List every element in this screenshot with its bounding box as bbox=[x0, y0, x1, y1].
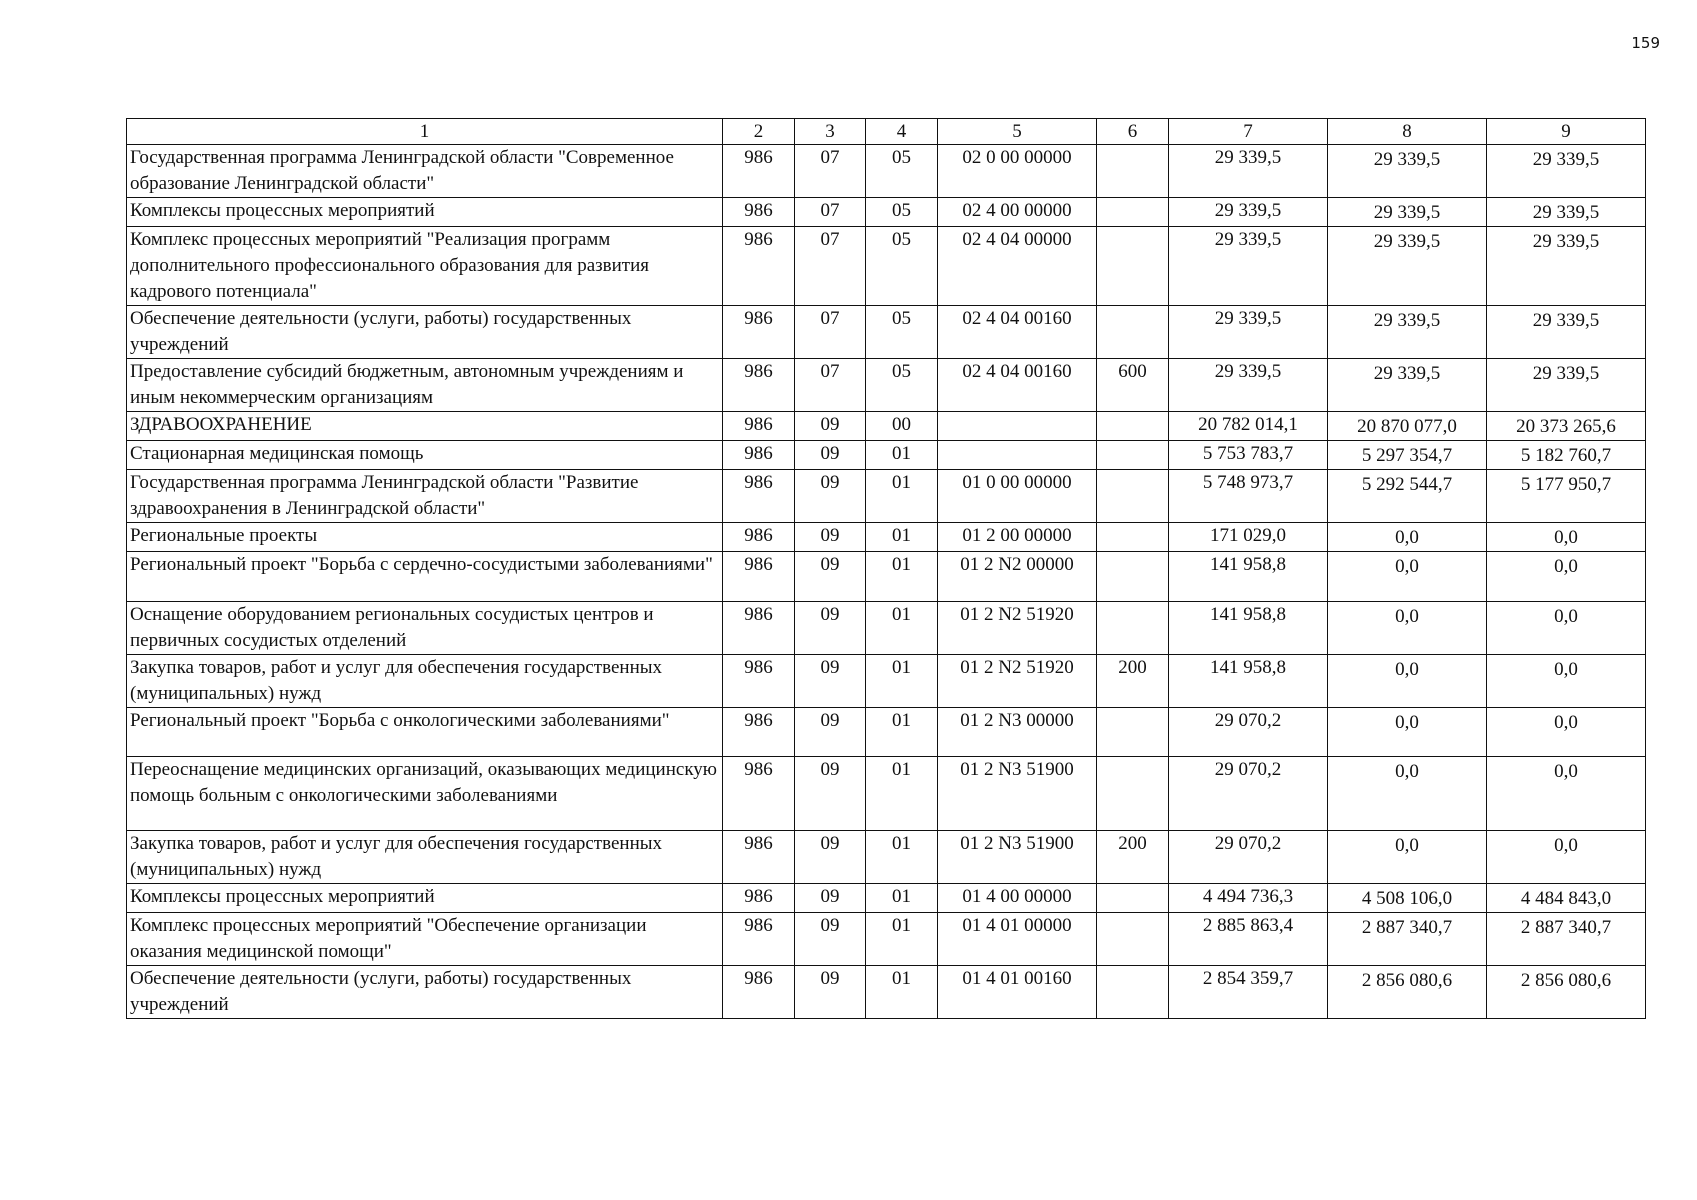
cell-col-5: 02 4 04 00160 bbox=[938, 359, 1097, 412]
cell-col-9: 29 339,5 bbox=[1487, 227, 1646, 306]
cell-col-8: 29 339,5 bbox=[1328, 306, 1487, 359]
cell-col-7: 5 748 973,7 bbox=[1169, 470, 1328, 523]
table-row bbox=[127, 470, 1646, 523]
table-row bbox=[127, 306, 1646, 359]
cell-col-5: 01 2 N2 51920 bbox=[938, 654, 1097, 707]
cell-col-6 bbox=[1097, 227, 1169, 306]
item-name: Закупка товаров, работ и услуг для обеспечения государственных (муниципальных) нужд bbox=[127, 830, 723, 883]
cell-col-9: 0,0 bbox=[1487, 707, 1646, 756]
cell-col-5: 02 4 04 00160 bbox=[938, 306, 1097, 359]
cell-col-7: 20 782 014,1 bbox=[1169, 412, 1328, 441]
table-row bbox=[127, 601, 1646, 654]
cell-col-4: 05 bbox=[866, 145, 938, 198]
cell-col-9: 0,0 bbox=[1487, 552, 1646, 602]
cell-col-7: 2 854 359,7 bbox=[1169, 965, 1328, 1018]
cell-col-2: 986 bbox=[723, 470, 795, 523]
cell-col-8: 29 339,5 bbox=[1328, 227, 1487, 306]
cell-col-5 bbox=[938, 412, 1097, 441]
cell-col-9: 0,0 bbox=[1487, 601, 1646, 654]
cell-col-8: 0,0 bbox=[1328, 707, 1487, 756]
cell-col-9: 29 339,5 bbox=[1487, 145, 1646, 198]
cell-col-2: 986 bbox=[723, 412, 795, 441]
cell-col-7: 29 339,5 bbox=[1169, 306, 1328, 359]
table-row bbox=[127, 707, 1646, 756]
cell-col-7: 4 494 736,3 bbox=[1169, 883, 1328, 912]
table-row bbox=[127, 145, 1646, 198]
item-name: Региональные проекты bbox=[127, 523, 723, 552]
cell-col-8: 29 339,5 bbox=[1328, 359, 1487, 412]
table-row bbox=[127, 227, 1646, 306]
cell-col-3: 09 bbox=[795, 756, 866, 830]
cell-col-6 bbox=[1097, 912, 1169, 965]
cell-col-9: 29 339,5 bbox=[1487, 306, 1646, 359]
cell-col-2: 986 bbox=[723, 359, 795, 412]
cell-col-7: 141 958,8 bbox=[1169, 552, 1328, 602]
cell-col-5: 01 2 N2 51920 bbox=[938, 601, 1097, 654]
header-col-5: 5 bbox=[938, 119, 1097, 145]
cell-col-4: 01 bbox=[866, 883, 938, 912]
cell-col-6: 600 bbox=[1097, 359, 1169, 412]
item-name: Комплексы процессных мероприятий bbox=[127, 198, 723, 227]
cell-col-6 bbox=[1097, 707, 1169, 756]
cell-col-5: 01 2 N3 00000 bbox=[938, 707, 1097, 756]
table-row bbox=[127, 441, 1646, 470]
cell-col-9: 20 373 265,6 bbox=[1487, 412, 1646, 441]
header-col-3: 3 bbox=[795, 119, 866, 145]
item-name: Стационарная медицинская помощь bbox=[127, 441, 723, 470]
cell-col-7: 29 339,5 bbox=[1169, 145, 1328, 198]
budget-table bbox=[126, 118, 1646, 1019]
cell-col-4: 01 bbox=[866, 830, 938, 883]
cell-col-9: 0,0 bbox=[1487, 756, 1646, 830]
table-row bbox=[127, 198, 1646, 227]
cell-col-5: 01 2 N3 51900 bbox=[938, 830, 1097, 883]
item-name: Комплексы процессных мероприятий bbox=[127, 883, 723, 912]
cell-col-4: 05 bbox=[866, 198, 938, 227]
cell-col-2: 986 bbox=[723, 145, 795, 198]
cell-col-8: 29 339,5 bbox=[1328, 145, 1487, 198]
cell-col-8: 2 887 340,7 bbox=[1328, 912, 1487, 965]
cell-col-8: 0,0 bbox=[1328, 654, 1487, 707]
item-name: Оснащение оборудованием региональных сосудистых центров и первичных сосудистых отделений bbox=[127, 601, 723, 654]
cell-col-3: 09 bbox=[795, 707, 866, 756]
item-name: Обеспечение деятельности (услуги, работы) государственных учреждений bbox=[127, 306, 723, 359]
cell-col-5: 01 4 00 00000 bbox=[938, 883, 1097, 912]
cell-col-5: 01 2 N3 51900 bbox=[938, 756, 1097, 830]
header-col-1: 1 bbox=[127, 119, 723, 145]
cell-col-2: 986 bbox=[723, 198, 795, 227]
cell-col-8: 4 508 106,0 bbox=[1328, 883, 1487, 912]
cell-col-4: 01 bbox=[866, 601, 938, 654]
cell-col-5: 01 4 01 00000 bbox=[938, 912, 1097, 965]
cell-col-6 bbox=[1097, 470, 1169, 523]
cell-col-3: 07 bbox=[795, 306, 866, 359]
cell-col-9: 29 339,5 bbox=[1487, 198, 1646, 227]
cell-col-3: 09 bbox=[795, 830, 866, 883]
cell-col-6 bbox=[1097, 883, 1169, 912]
header-col-9: 9 bbox=[1487, 119, 1646, 145]
cell-col-3: 09 bbox=[795, 441, 866, 470]
cell-col-7: 29 339,5 bbox=[1169, 359, 1328, 412]
cell-col-3: 09 bbox=[795, 601, 866, 654]
cell-col-4: 05 bbox=[866, 306, 938, 359]
cell-col-5: 02 4 00 00000 bbox=[938, 198, 1097, 227]
cell-col-8: 0,0 bbox=[1328, 523, 1487, 552]
cell-col-6 bbox=[1097, 145, 1169, 198]
cell-col-4: 00 bbox=[866, 412, 938, 441]
cell-col-7: 29 070,2 bbox=[1169, 707, 1328, 756]
table-row bbox=[127, 830, 1646, 883]
cell-col-2: 986 bbox=[723, 883, 795, 912]
cell-col-6 bbox=[1097, 441, 1169, 470]
cell-col-8: 29 339,5 bbox=[1328, 198, 1487, 227]
cell-col-3: 07 bbox=[795, 227, 866, 306]
cell-col-6: 200 bbox=[1097, 654, 1169, 707]
cell-col-7: 29 339,5 bbox=[1169, 227, 1328, 306]
cell-col-2: 986 bbox=[723, 654, 795, 707]
cell-col-6 bbox=[1097, 523, 1169, 552]
cell-col-2: 986 bbox=[723, 707, 795, 756]
cell-col-4: 01 bbox=[866, 654, 938, 707]
cell-col-9: 0,0 bbox=[1487, 523, 1646, 552]
cell-col-3: 09 bbox=[795, 965, 866, 1018]
item-name: Обеспечение деятельности (услуги, работы) государственных учреждений bbox=[127, 965, 723, 1018]
header-col-4: 4 bbox=[866, 119, 938, 145]
cell-col-7: 29 339,5 bbox=[1169, 198, 1328, 227]
cell-col-8: 5 292 544,7 bbox=[1328, 470, 1487, 523]
cell-col-4: 05 bbox=[866, 359, 938, 412]
header-col-2: 2 bbox=[723, 119, 795, 145]
cell-col-9: 2 887 340,7 bbox=[1487, 912, 1646, 965]
cell-col-5: 02 4 04 00000 bbox=[938, 227, 1097, 306]
cell-col-8: 0,0 bbox=[1328, 601, 1487, 654]
item-name: ЗДРАВООХРАНЕНИЕ bbox=[127, 412, 723, 441]
cell-col-4: 01 bbox=[866, 523, 938, 552]
item-name: Переоснащение медицинских организаций, оказывающих медицинскую помощь больным с онкологическими заболеваниями bbox=[127, 756, 723, 830]
cell-col-3: 09 bbox=[795, 552, 866, 602]
cell-col-9: 29 339,5 bbox=[1487, 359, 1646, 412]
cell-col-3: 07 bbox=[795, 145, 866, 198]
table-row bbox=[127, 552, 1646, 602]
cell-col-9: 5 182 760,7 bbox=[1487, 441, 1646, 470]
cell-col-8: 2 856 080,6 bbox=[1328, 965, 1487, 1018]
cell-col-2: 986 bbox=[723, 441, 795, 470]
cell-col-8: 20 870 077,0 bbox=[1328, 412, 1487, 441]
item-name: Закупка товаров, работ и услуг для обеспечения государственных (муниципальных) нужд bbox=[127, 654, 723, 707]
cell-col-5: 02 0 00 00000 bbox=[938, 145, 1097, 198]
cell-col-2: 986 bbox=[723, 601, 795, 654]
item-name: Предоставление субсидий бюджетным, автономным учреждениям и иным некоммерческим организациям bbox=[127, 359, 723, 412]
cell-col-6 bbox=[1097, 552, 1169, 602]
cell-col-6 bbox=[1097, 601, 1169, 654]
item-name: Государственная программа Ленинградской области "Современное образование Ленинградской области" bbox=[127, 145, 723, 198]
cell-col-9: 2 856 080,6 bbox=[1487, 965, 1646, 1018]
cell-col-2: 986 bbox=[723, 830, 795, 883]
cell-col-8: 0,0 bbox=[1328, 552, 1487, 602]
item-name: Региональный проект "Борьба с сердечно-сосудистыми заболеваниями" bbox=[127, 552, 723, 602]
cell-col-9: 0,0 bbox=[1487, 830, 1646, 883]
cell-col-9: 5 177 950,7 bbox=[1487, 470, 1646, 523]
table-row bbox=[127, 756, 1646, 830]
cell-col-4: 01 bbox=[866, 965, 938, 1018]
cell-col-4: 01 bbox=[866, 470, 938, 523]
cell-col-2: 986 bbox=[723, 552, 795, 602]
cell-col-3: 09 bbox=[795, 912, 866, 965]
cell-col-4: 01 bbox=[866, 552, 938, 602]
cell-col-6 bbox=[1097, 198, 1169, 227]
table-row bbox=[127, 654, 1646, 707]
cell-col-4: 05 bbox=[866, 227, 938, 306]
table-body bbox=[127, 145, 1646, 1019]
cell-col-6 bbox=[1097, 412, 1169, 441]
header-col-7: 7 bbox=[1169, 119, 1328, 145]
cell-col-5: 01 4 01 00160 bbox=[938, 965, 1097, 1018]
table-row bbox=[127, 883, 1646, 912]
cell-col-7: 141 958,8 bbox=[1169, 654, 1328, 707]
item-name: Комплекс процессных мероприятий "Обеспечение организации оказания медицинской помощи" bbox=[127, 912, 723, 965]
cell-col-7: 171 029,0 bbox=[1169, 523, 1328, 552]
item-name: Региональный проект "Борьба с онкологическими заболеваниями" bbox=[127, 707, 723, 756]
cell-col-3: 09 bbox=[795, 883, 866, 912]
cell-col-9: 0,0 bbox=[1487, 654, 1646, 707]
header-col-6: 6 bbox=[1097, 119, 1169, 145]
table-row bbox=[127, 412, 1646, 441]
cell-col-7: 29 070,2 bbox=[1169, 756, 1328, 830]
cell-col-7: 5 753 783,7 bbox=[1169, 441, 1328, 470]
cell-col-5: 01 2 00 00000 bbox=[938, 523, 1097, 552]
cell-col-3: 09 bbox=[795, 470, 866, 523]
cell-col-3: 09 bbox=[795, 523, 866, 552]
cell-col-4: 01 bbox=[866, 912, 938, 965]
cell-col-8: 5 297 354,7 bbox=[1328, 441, 1487, 470]
table-row bbox=[127, 523, 1646, 552]
cell-col-2: 986 bbox=[723, 523, 795, 552]
cell-col-5: 01 2 N2 00000 bbox=[938, 552, 1097, 602]
cell-col-3: 09 bbox=[795, 412, 866, 441]
table-row bbox=[127, 912, 1646, 965]
cell-col-6 bbox=[1097, 965, 1169, 1018]
item-name: Государственная программа Ленинградской области "Развитие здравоохранения в Ленинградской области" bbox=[127, 470, 723, 523]
cell-col-4: 01 bbox=[866, 707, 938, 756]
cell-col-6: 200 bbox=[1097, 830, 1169, 883]
cell-col-5: 01 0 00 00000 bbox=[938, 470, 1097, 523]
cell-col-2: 986 bbox=[723, 965, 795, 1018]
cell-col-2: 986 bbox=[723, 912, 795, 965]
table-row bbox=[127, 965, 1646, 1018]
cell-col-7: 141 958,8 bbox=[1169, 601, 1328, 654]
header-col-8: 8 bbox=[1328, 119, 1487, 145]
cell-col-4: 01 bbox=[866, 756, 938, 830]
cell-col-3: 07 bbox=[795, 198, 866, 227]
cell-col-7: 29 070,2 bbox=[1169, 830, 1328, 883]
cell-col-2: 986 bbox=[723, 227, 795, 306]
cell-col-2: 986 bbox=[723, 756, 795, 830]
cell-col-3: 09 bbox=[795, 654, 866, 707]
table-row bbox=[127, 359, 1646, 412]
cell-col-9: 4 484 843,0 bbox=[1487, 883, 1646, 912]
cell-col-6 bbox=[1097, 306, 1169, 359]
cell-col-7: 2 885 863,4 bbox=[1169, 912, 1328, 965]
cell-col-4: 01 bbox=[866, 441, 938, 470]
cell-col-3: 07 bbox=[795, 359, 866, 412]
cell-col-8: 0,0 bbox=[1328, 756, 1487, 830]
cell-col-2: 986 bbox=[723, 306, 795, 359]
cell-col-5 bbox=[938, 441, 1097, 470]
cell-col-6 bbox=[1097, 756, 1169, 830]
page-number: 159 bbox=[1631, 34, 1660, 52]
cell-col-8: 0,0 bbox=[1328, 830, 1487, 883]
item-name: Комплекс процессных мероприятий "Реализация программ дополнительного профессионального образования для развития кадрового потенциала" bbox=[127, 227, 723, 306]
header-row bbox=[127, 119, 1646, 145]
